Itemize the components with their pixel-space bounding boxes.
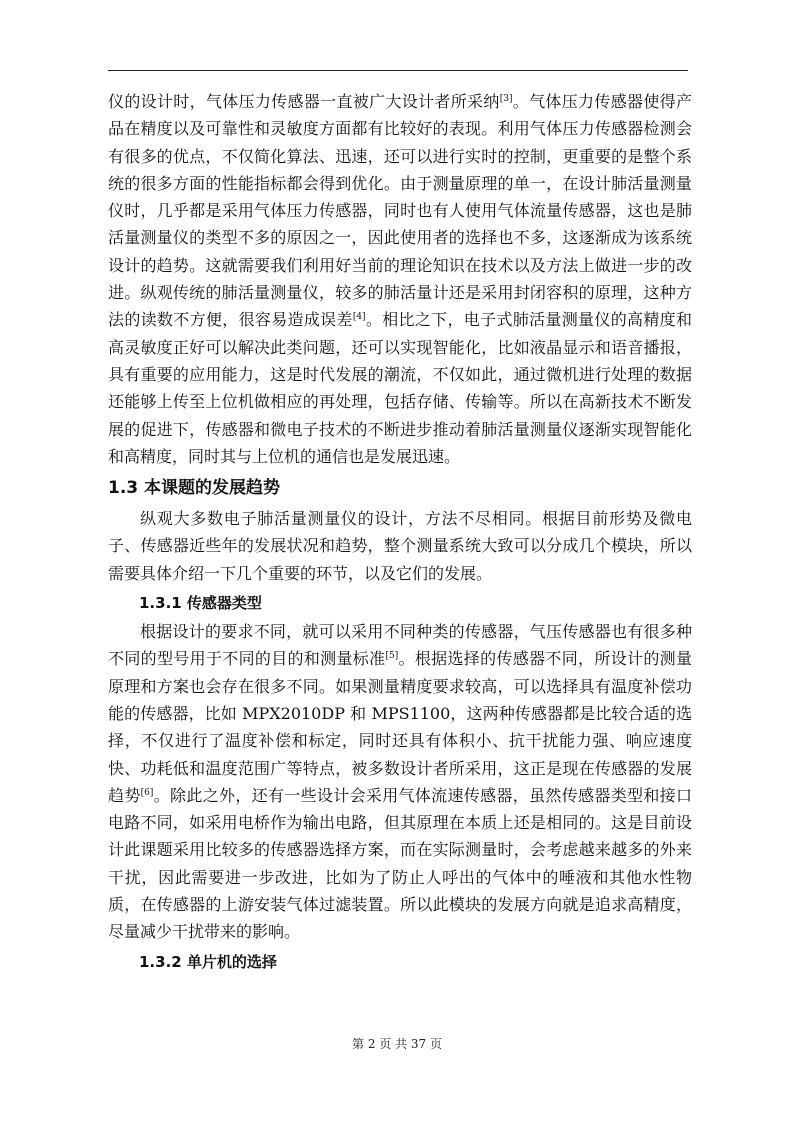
para1-text-c: 。相比之下，电子式肺活量测量仪的高精度和高灵敏度正好可以解决此类问题，还可以实现智能化，比如液晶显示和语音播报，具有重要的应用能力，这是时代发展的潮流，不仅如此，通过微机进行处理的数据还能够上传至上位机做相应的再处理，包括存储、传输等。所以在高新技术不断发展的促进下，传感器和微电子技术的不断进步推动着肺活量测量仪逐渐实现智能化和高精度，同时其与上位机的通信也是发展迅速。: [108, 310, 692, 466]
paragraph-intro: [108, 88, 692, 470]
header-rule: [108, 70, 688, 71]
citation-6: [6]: [140, 787, 154, 798]
citation-3: [3]: [499, 94, 513, 104]
subsection-heading-1-3-2: 1.3.2 单片机的选择: [139, 952, 277, 971]
citation-5: [5]: [385, 651, 399, 662]
para1-text-b: 。气体压力传感器使得产品在精度以及可靠性和灵敏度方面都有比较好的表现。利用气体压力传感器检测会有很多的优点，不仅简化算法、迅速，还可以进行实时的控制，更重要的是整个系统的很多方面的性能指标都会得到优化。由于测量原理的单一，在设计肺活量测量仪时，几乎都是采用气体压力传感器，同时也有人使用气体流量传感器，这也是肺活量测量仪的类型不多的原因之一，因此使用者的选择也不多，这逐渐成为该系统设计的趋势。这就需要我们利用好当前的理论知识在技术以及方法上做进一步的改进。纵观传统的肺活量测量仪，较多的肺活量计还是采用封闭容积的原理，这种方法的读数不方便，很容易造成误差: [108, 92, 692, 330]
paragraph-1-3: 纵观大多数电子肺活量测量仪的设计，方法不尽相同。根据目前形势及微电子、传感器近些年的发展状况和趋势，整个测量系统大致可以分成几个模块，所以需要具体介绍一下几个重要的环节，以及它们的发展。: [108, 509, 692, 583]
para-1-3-1-text-b: 。根据选择的传感器不同，所设计的测量原理和方案也会存在很多不同。如果测量精度要求较高，可以选择具有温度补偿功能的传感器，比如 MPX2010DP 和 MPS1100，这两种传感器都是比较合适的选择，不仅进行了温度补偿和标定，同时还具有体积小、抗干扰能力强、响应速度快、功耗低和温度范围广等特点，被多数设计者所采用，这正是现在传感器的发展趋势: [108, 649, 692, 805]
paragraph-1-3-1: [108, 618, 692, 946]
para1-text-a: 仪的设计时，气体压力传感器一直被广大设计者所采纳: [108, 92, 500, 111]
page-body: [108, 88, 692, 977]
page-number-footer: 第 2 页 共 37 页: [352, 1037, 442, 1051]
section-heading-1-3: 1.3 本课题的发展趋势: [108, 478, 281, 499]
para-1-3-1-text-c: 。除此之外，还有一些设计会采用气体流速传感器，虽然传感器类型和接口电路不同，如采用电桥作为输出电路，但其原理在本质上还是相同的。这是目前设计此课题采用比较多的传感器选择方案，而在实际测量时，会考虑越来越多的外来干扰，因此需要进一步改进，比如为了防止人呼出的气体中的唾液和其他水性物质，在传感器的上游安装气体过滤装置。所以此模块的发展方向就是追求高精度，尽量减少干扰带来的影响。: [108, 785, 692, 942]
citation-4: [4]: [352, 312, 366, 323]
para-1-3-1-text-a: 根据设计的要求不同，就可以采用不同种类的传感器，气压传感器也有很多种不同的型号用于不同的目的和测量标准: [108, 622, 692, 669]
subsection-heading-1-3-1: 1.3.1 传感器类型: [139, 594, 262, 613]
